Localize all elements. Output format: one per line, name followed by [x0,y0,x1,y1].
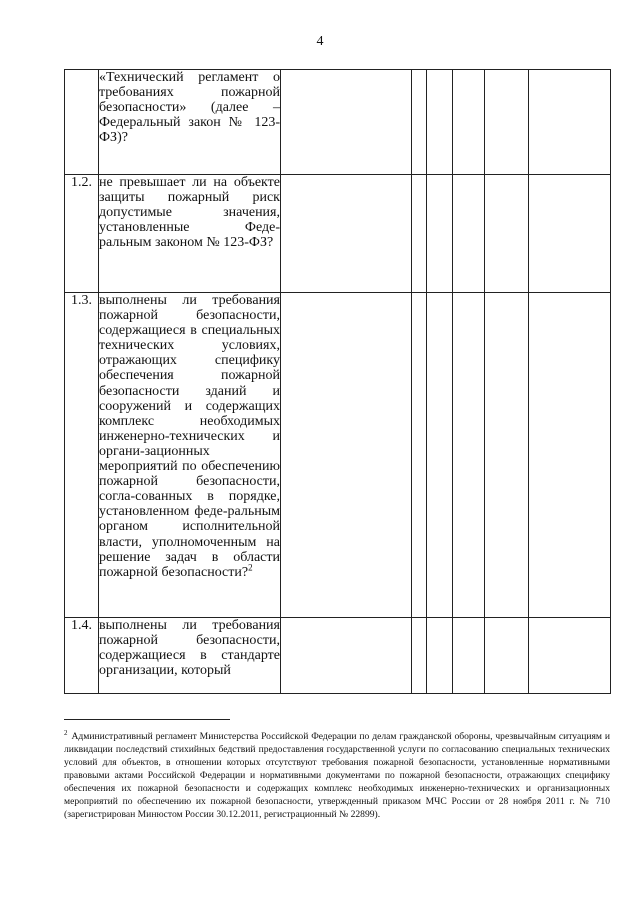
row-number: 1.3. [65,293,99,618]
empty-cell [529,175,611,293]
empty-cell [485,70,529,175]
footnote-text: Административный регламент Министерства Российской Федерации по делам гражданской обороны, чрезвычайным ситуациям и ликвидации последствий стихийных бедствий предоставления государственной услуги по согласованию специальных технических условий для объектов, в отношении которых отсутствуют требования пожарной безопасности, установленные нормативными правовыми актами Российской Федерации и нормативными документами по пожарной безопасности, отражающих специфику обеспечения их пожарной безопасности и содержащих комплекс необходимых инженерно-технических и организационных мероприятий по обеспечению их пожарной безопасности, утвержденный приказом МЧС России от 28 ноября 2011 г. № 710 (зарегистрирован Минюстом России 30.12.2011, регистрационный № 22899). [64,731,610,821]
empty-cell [281,70,412,175]
footnote-reference: 2 [248,562,253,573]
empty-cell [453,70,485,175]
empty-cell [453,175,485,293]
empty-cell [281,175,412,293]
empty-cell [485,175,529,293]
table-row [65,293,611,618]
empty-cell [412,70,427,175]
empty-cell [453,293,485,618]
empty-cell [281,293,412,618]
table-row [65,175,611,293]
empty-cell [427,293,453,618]
empty-cell [529,70,611,175]
empty-cell [427,175,453,293]
footnote [64,727,610,821]
empty-cell [427,70,453,175]
requirement-text: выполнены ли требования пожарной безопасности, содержащиеся в стандарте организации, который [99,618,281,694]
empty-cell [427,618,453,694]
empty-cell [412,293,427,618]
empty-cell [412,175,427,293]
empty-cell [529,293,611,618]
row-number [65,70,99,175]
row-number: 1.2. [65,175,99,293]
requirement-text: не превышает ли на объекте защиты пожарный риск допустимые значения, установленные Феде-ральным законом № 123-ФЗ? [99,175,281,293]
requirement-text: «Технический регламент о требованиях пожарной безопасности» (далее – Федеральный закон № 123-ФЗ)? [99,70,281,175]
requirement-text: выполнены ли требования пожарной безопасности, содержащиеся в специальных технических условиях, отражающих специфику обеспечения пожарной безопасности зданий и сооружений и содержащих комплекс необходимых инженерно-технических и органи-зационных мероприятий по обеспечению пожарной безопасности, согла-сованных в порядке, установленном феде-ральным органом исполнительной власти, уполномоченным на решение задач в области пожарной безопасности?$^2$ [99,293,281,618]
empty-cell [485,293,529,618]
empty-cell [281,618,412,694]
empty-cell [529,618,611,694]
page-number: 4 [316,34,324,49]
table-row [65,618,611,694]
empty-cell [485,618,529,694]
footnote-marker: 2 [64,729,68,737]
empty-cell [412,618,427,694]
checklist-table [64,69,611,694]
table-row [65,70,611,175]
row-number: 1.4. [65,618,99,694]
empty-cell [453,618,485,694]
footnote-divider [64,719,230,720]
